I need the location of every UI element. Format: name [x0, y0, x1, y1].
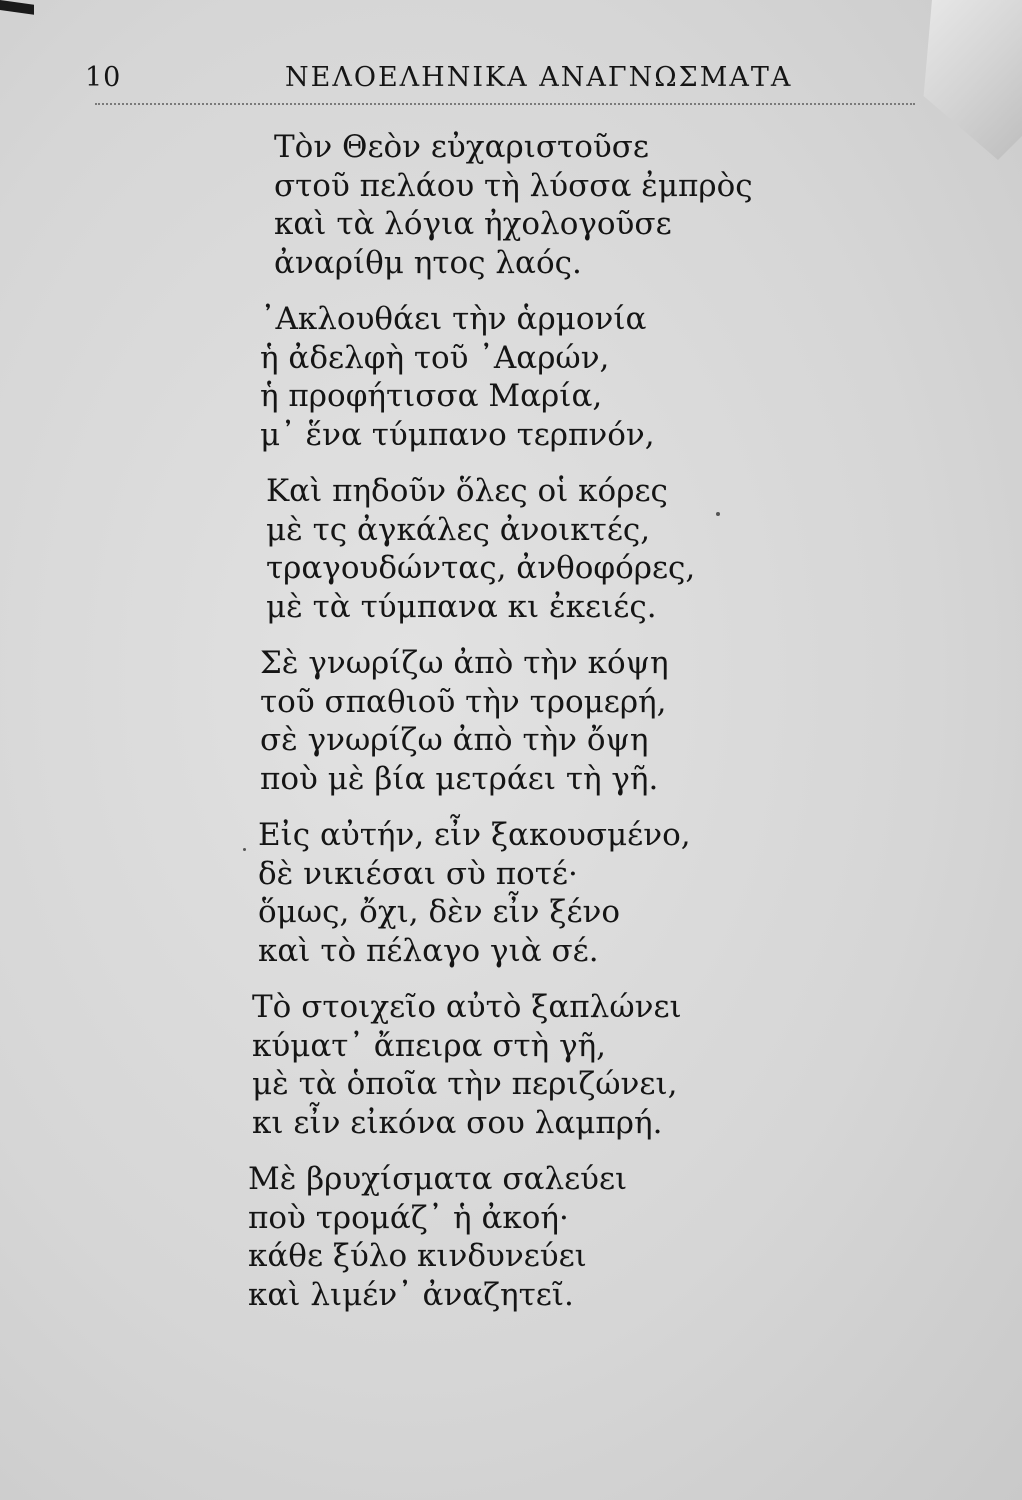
verse-line: Τὸν Θεὸν εὐχαριστοῦσε: [274, 129, 649, 165]
verse-line: τοῦ σπαθιοῦ τὴν τρομερή,: [260, 683, 667, 720]
header-divider: [95, 103, 915, 105]
verse-line: κι εἶν εἰκόνα σου λαμπρή.: [252, 1104, 663, 1141]
stanza: [260, 300, 800, 454]
stanza: [248, 1160, 800, 1314]
verse-line: κάθε ξύλο κινδυνεύει: [248, 1238, 587, 1274]
verse-line: Σὲ γνωρίζω ἀπὸ τὴν κόψη: [260, 645, 669, 681]
verse-line: μὲ τς ἀγκάλες ἀνοικτές,: [266, 511, 651, 548]
verse-line: στοῦ πελάου τὴ λύσσα ἐμπρὸς: [274, 167, 753, 204]
verse-line: Καὶ πηδοῦν ὅλες οἱ κόρες: [266, 473, 668, 509]
verse-line: τραγουδώντας, ἀνθοφόρες,: [266, 550, 696, 586]
folded-corner: [902, 0, 1022, 160]
verse-line: μὲ τὰ τύμπανα κι ἐκειές.: [266, 588, 657, 625]
page-number: 10: [85, 62, 122, 93]
verse-line: καὶ τὸ πέλαγο γιὰ σέ.: [258, 932, 599, 969]
verse-line: μ᾽ ἕνα τύμπανο τερπνόν,: [260, 416, 655, 453]
stanza: [274, 128, 800, 282]
verse-line: καὶ τὰ λόγια ἠχολογοῦσε: [274, 206, 672, 242]
verse-line: Μὲ βρυχίσματα σαλεύει: [248, 1161, 628, 1197]
stanza: [260, 644, 800, 798]
verse-line: ποὺ μὲ βία μετράει τὴ γῆ.: [260, 760, 659, 797]
verse-line: καὶ λιμέν᾽ ἀναζητεῖ.: [248, 1276, 574, 1313]
running-title: ΝΕΛΟΕΛΗΝΙΚΑ ΑΝΑΓΝΩΣΜΑΤΑ: [285, 62, 793, 93]
scan-corner-shadow: [0, 0, 34, 15]
verse-line: ὅμως, ὄχι, δὲν εἶν ξένο: [258, 894, 621, 930]
paper-speck: [243, 848, 246, 851]
verse-line: μὲ τὰ ὁποῖα τὴν περιζώνει,: [252, 1066, 678, 1102]
verse-line: σὲ γνωρίζω ἀπὸ τὴν ὄψη: [260, 722, 649, 758]
page-header: [85, 62, 915, 102]
poem: [240, 128, 800, 1332]
verse-line: Τὸ στοιχεῖο αὐτὸ ξαπλώνει: [252, 989, 682, 1025]
verse-line: ἡ ἀδελφὴ τοῦ ᾽Ααρών,: [260, 339, 610, 376]
verse-line: δὲ νικιέσαι σὺ ποτέ·: [258, 855, 578, 892]
verse-line: κύματ᾽ ἄπειρα στὴ γῆ,: [252, 1027, 607, 1064]
verse-line: ἀναρίθμ ητος λαός.: [274, 244, 582, 281]
stanza: [266, 472, 800, 626]
stanza: [258, 816, 800, 970]
verse-line: ποὺ τρομάζ᾽ ἡ ἀκοή·: [248, 1199, 569, 1236]
verse-line: Εἰς αὐτήν, εἶν ξακουσμένο,: [258, 817, 691, 853]
stanza: [252, 988, 800, 1142]
verse-line: ἡ προφήτισσα Μαρία,: [260, 378, 603, 414]
verse-line: ᾽Ακλουθάει τὴν ἁρμονία: [260, 301, 647, 337]
paper-speck: [716, 512, 720, 516]
